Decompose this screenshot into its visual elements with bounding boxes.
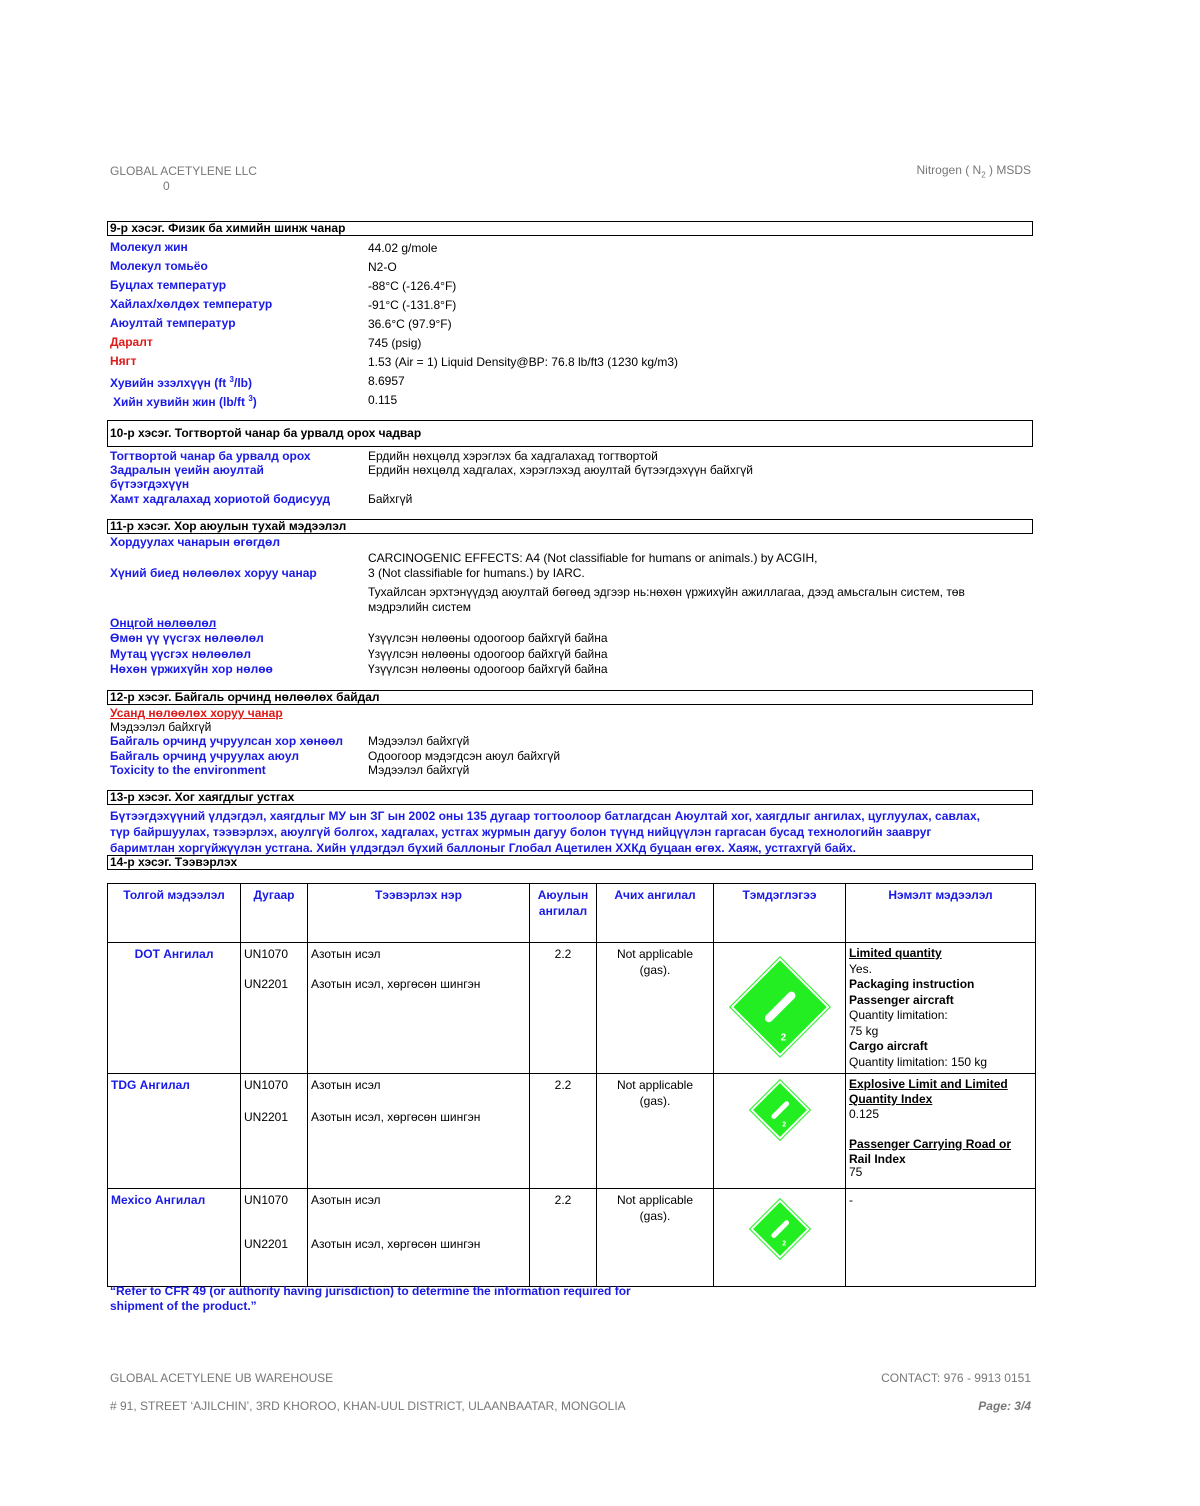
- gas-cylinder-icon: [763, 990, 797, 1024]
- tdg-info-quantity-index: Quantity Index: [849, 1092, 933, 1106]
- transport-table: [107, 883, 1036, 1287]
- cfr-note-line2: shipment of the product.”: [110, 1299, 257, 1313]
- tdg-name1: Азотын исэл: [311, 1078, 381, 1092]
- gas-cylinder-icon: [770, 1100, 789, 1119]
- specific-volume-label-text: Хувийн эзэлхүүн (ft: [110, 376, 230, 390]
- dot-additional-info: [846, 943, 1036, 1074]
- property-label: Даралт: [110, 335, 153, 349]
- target-organs-line1: Тухайлсан эрхтэнүүдэд аюултай бөгөөд эдгээр нь:нөхөн үржихүйн ажиллагаа, дээд амьсгалын систем, төв: [368, 585, 965, 599]
- property-label: Аюултай температур: [110, 316, 236, 330]
- env-hazard-label: Байгаль орчинд учруулах аюул: [110, 749, 299, 763]
- disposal-line2: түр байршуулах, тээвэрлэх, аюулгүй болгох, хадгалах, устгах журмын дагуу болон түүнд нийцүүлэн гаргасан бусад технологийн заавруг: [110, 825, 932, 839]
- document-title-tail: ) MSDS: [985, 163, 1031, 177]
- company-name: GLOBAL ACETYLENE LLC: [110, 164, 257, 178]
- col-header-additional-info: Нэмэлт мэдээлэл: [846, 884, 1036, 943]
- col-header-hazard-class: Аюулын ангилал: [530, 884, 597, 943]
- specific-gravity-label-tail: ): [252, 395, 257, 409]
- cfr-note-line1: “Refer to CFR 49 (or authority having jurisdiction) to determine the information required for: [110, 1284, 631, 1298]
- mexico-packing: Not applicable (gas).: [597, 1189, 714, 1287]
- decomposition-label-line1: Задралын үеийн аюултай: [110, 463, 264, 477]
- dot-info-cargo-limit: Quantity limitation: 150 kg: [849, 1054, 988, 1069]
- carcinogenic-line1: CARCINOGENIC EFFECTS: A4 (Not classifiable for humans or animals.) by ACGIH,: [368, 551, 818, 565]
- tdg-un-numbers: [241, 1074, 308, 1189]
- env-toxicity-value: Мэдээлэл байхгүй: [368, 763, 470, 777]
- specific-volume-row: [0, 373, 1200, 389]
- tdg-packing: Not applicable (gas).: [597, 1074, 714, 1189]
- dot-info-passenger-aircraft: Passenger aircraft: [849, 992, 954, 1007]
- tdg-additional-info: [846, 1074, 1036, 1189]
- disposal-line3: баримтлан хоргүйжүүлэн устгана. Хийн үлдэгдэл бүхий баллоныг Глобал Ацетилен ХХКд буцаан өгөх. Хаяж, устгахгүй байх.: [110, 841, 856, 855]
- incompatible-label: Хамт хадгалахад хориотой бодисууд: [110, 492, 331, 506]
- dot-un-numbers: [241, 943, 308, 1074]
- tdg-class2-placard-icon: [750, 1080, 809, 1139]
- specific-volume-label: [110, 373, 252, 390]
- specific-gravity-sup: 3: [248, 394, 253, 403]
- property-row: [0, 316, 1200, 332]
- property-row: [0, 278, 1200, 294]
- col-header-info: Толгой мэдээлэл: [108, 884, 241, 943]
- tdg-info-passenger-road: Passenger Carrying Road or: [849, 1137, 1012, 1151]
- property-row: [0, 240, 1200, 256]
- tdg-label: TDG Ангилал: [108, 1074, 241, 1189]
- property-row: [0, 259, 1200, 275]
- specific-gravity-label: [113, 392, 257, 409]
- property-label: Хайлах/хөлдөх температур: [110, 297, 273, 311]
- decomposition-label-line2: бүтээгдэхүүн: [110, 477, 190, 491]
- section-13-header: 13-р хэсэг. Хог хаягдлыг устгах: [107, 790, 1033, 805]
- tdg-placard-cell: [714, 1074, 846, 1189]
- mexico-class2-placard-icon: [750, 1199, 809, 1258]
- dot-placard-cell: [714, 943, 846, 1074]
- mexico-placard-number: 2: [781, 1240, 786, 1248]
- tdg-names: [308, 1074, 530, 1189]
- special-effects-label: Онцгой нөлөөлөл: [110, 616, 217, 630]
- target-organs-line2: мэдрэлийн систем: [368, 600, 472, 614]
- property-value: -88°C (-126.4°F): [368, 279, 457, 293]
- dot-un1: UN1070: [244, 947, 289, 961]
- transport-row-dot: [108, 943, 1036, 1074]
- env-damage-value: Мэдээлэл байхгүй: [368, 734, 470, 748]
- specific-gravity-value: 0.115: [368, 393, 398, 407]
- dot-name2: Азотын исэл, хөргөсөн шингэн: [311, 977, 481, 991]
- footer-warehouse: GLOBAL ACETYLENE UB WAREHOUSE: [110, 1371, 334, 1385]
- mexico-names: [308, 1189, 530, 1287]
- mutagenic-effect-value: Үзүүлсэн нөлөөны одоогоор байхгүй байна: [368, 647, 608, 661]
- section-9-header: 9-р хэсэг. Физик ба химийн шинж чанар: [107, 221, 1033, 236]
- specific-volume-label-tail: /lb): [234, 376, 252, 390]
- mexico-additional-info: -: [846, 1189, 1036, 1287]
- company-subtext: 0: [163, 179, 170, 193]
- tdg-name2: Азотын исэл, хөргөсөн шингэн: [311, 1110, 481, 1124]
- mexico-un1: UN1070: [244, 1193, 289, 1207]
- property-row: [0, 335, 1200, 351]
- carcinogenic-line2: 3 (Not classifiable for humans.) by IARC.: [368, 566, 585, 580]
- property-label: Молекул жин: [110, 240, 188, 254]
- section-14-header: 14-р хэсэг. Тээвэрлэх: [107, 855, 1033, 870]
- tdg-info-rail-index: Rail Index: [849, 1152, 906, 1166]
- dot-info-75kg: 75 kg: [849, 1023, 879, 1038]
- property-value: 745 (psig): [368, 336, 422, 350]
- tdg-info-0125: 0.125: [849, 1107, 880, 1121]
- health-effects-label: Хүний биед нөлөөлөх хоруу чанар: [110, 566, 317, 580]
- dot-class2-placard-icon: [730, 958, 829, 1057]
- col-header-shipping-name: Тээвэрлэх нэр: [308, 884, 530, 943]
- dot-names: [308, 943, 530, 1074]
- footer-contact: CONTACT: 976 - 9913 0151: [881, 1371, 1031, 1385]
- decomposition-label: [110, 463, 264, 491]
- transport-header-row: [108, 884, 1036, 943]
- mexico-un2: UN2201: [244, 1237, 289, 1251]
- specific-volume-sup: 3: [229, 375, 234, 384]
- tdg-placard-number: 2: [781, 1121, 786, 1129]
- property-label: Буцлах температур: [110, 278, 227, 292]
- mexico-label: Mexico Ангилал: [108, 1189, 241, 1287]
- document-title-text: Nitrogen ( N: [916, 163, 982, 177]
- toxicity-data-label: Хордуулах чанарын өгөгдөл: [110, 535, 280, 549]
- property-value: -91°C (-131.8°F): [368, 298, 457, 312]
- dot-info-packaging-instruction: Packaging instruction: [849, 977, 975, 991]
- property-row: [0, 297, 1200, 313]
- footer-page-number: Page: 3/4: [978, 1399, 1031, 1413]
- carcinogenic-effect-label: Өмөн үү үүсгэх нөлөөлөл: [110, 631, 264, 645]
- mexico-hazard: 2.2: [530, 1189, 597, 1287]
- tdg-un2: UN2201: [244, 1110, 289, 1124]
- transport-row-mexico: [108, 1189, 1036, 1287]
- specific-gravity-row: [0, 392, 1200, 408]
- dot-label: DOT Ангилал: [108, 943, 241, 1074]
- env-hazard-value: Одоогоор мэдэгдсэн аюул байхгүй: [368, 749, 561, 763]
- property-label: Молекул томьёо: [110, 259, 208, 273]
- property-label: Нягт: [110, 354, 137, 368]
- disposal-line1: Бүтээгдэхүүний үлдэгдэл, хаягдлыг МУ ын ЗГ ын 2002 оны 135 дугаар тогтоолоор батлагдсан Аюултай хог, хаягдлыг ангилах, цуглуулах, савлах,: [110, 809, 980, 823]
- dot-info-quantity-limitation: Quantity limitation:: [849, 1008, 948, 1022]
- mexico-un-numbers: [241, 1189, 308, 1287]
- dot-packing: Not applicable (gas).: [597, 943, 714, 1074]
- document-title-subscript: 2: [981, 170, 986, 180]
- reproductive-effect-value: Үзүүлсэн нөлөөны одоогоор байхгүй байна: [368, 662, 608, 676]
- gas-cylinder-icon: [770, 1219, 789, 1238]
- tdg-info-75: 75: [849, 1165, 863, 1179]
- decomposition-value: Ердийн нөхцөлд хадгалах, хэрэглэхэд аюултай бүтээгдэхүүн байхгүй: [368, 463, 753, 477]
- mutagenic-effect-label: Мутац үүсгэх нөлөөлөл: [110, 647, 252, 661]
- property-value: 1.53 (Air = 1) Liquid Density@BP: 76.8 lb/ft3 (1230 kg/m3): [368, 355, 679, 369]
- carcinogenic-effect-value: Үзүүлсэн нөлөөны одоогоор байхгүй байна: [368, 631, 608, 645]
- dot-placard-number: 2: [780, 1032, 786, 1044]
- env-toxicity-label: Toxicity to the environment: [110, 763, 266, 777]
- footer-address: # 91, STREET ‘AJILCHIN’, 3RD KHOROO, KHAN-UUL DISTRICT, ULAANBAATAR, MONGOLIA: [110, 1399, 626, 1413]
- dot-name1: Азотын исэл: [311, 947, 381, 961]
- dot-info-limited-quantity: Limited quantity: [849, 946, 942, 960]
- property-row: [0, 354, 1200, 370]
- section-11-header: 11-р хэсэг. Хор аюулын тухай мэдээлэл: [107, 519, 1033, 534]
- aquatic-toxicity-label: Усанд нөлөөлөх хоруу чанар: [110, 706, 283, 720]
- incompatible-value: Байхгүй: [368, 492, 413, 506]
- section-12-header: 12-р хэсэг. Байгаль орчинд нөлөөлөх байдал: [107, 690, 1033, 705]
- dot-hazard: 2.2: [530, 943, 597, 1074]
- reproductive-effect-label: Нөхөн үржихүйн хор нөлөө: [110, 662, 273, 676]
- property-value: N2-O: [368, 260, 397, 274]
- document-title: [917, 163, 1031, 179]
- transport-row-tdg: [108, 1074, 1036, 1189]
- dot-info-cargo-aircraft: Cargo aircraft: [849, 1039, 928, 1053]
- env-damage-label: Байгаль орчинд учруулсан хор хөнөөл: [110, 734, 344, 748]
- section-10-header: 10-р хэсэг. Тогтвортой чанар ба урвалд орох чадвар: [107, 420, 1033, 447]
- stability-label: Тогтвортой чанар ба урвалд орох: [110, 449, 311, 463]
- specific-gravity-label-text: Хийн хувийн жин (lb/ft: [113, 395, 249, 409]
- mexico-name1: Азотын исэл: [311, 1193, 381, 1207]
- col-header-label: Тэмдэглэгээ: [714, 884, 846, 943]
- property-value: 44.02 g/mole: [368, 241, 438, 255]
- dot-un2: UN2201: [244, 977, 289, 991]
- mexico-name2: Азотын исэл, хөргөсөн шингэн: [311, 1237, 481, 1251]
- mexico-placard-cell: [714, 1189, 846, 1287]
- tdg-info-explosive-limit: Explosive Limit and Limited: [849, 1077, 1008, 1091]
- tdg-un1: UN1070: [244, 1078, 289, 1092]
- aquatic-toxicity-value: Мэдээлэл байхгүй: [110, 720, 212, 734]
- col-header-packing-group: Ачих ангилал: [597, 884, 714, 943]
- col-header-number: Дугаар: [241, 884, 308, 943]
- specific-volume-value: 8.6957: [368, 374, 405, 388]
- dot-info-yes: Yes.: [849, 961, 872, 976]
- property-value: 36.6°C (97.9°F): [368, 317, 452, 331]
- tdg-hazard: 2.2: [530, 1074, 597, 1189]
- stability-value: Ердийн нөхцөлд хэрэглэх ба хадгалахад тогтвортой: [368, 449, 658, 463]
